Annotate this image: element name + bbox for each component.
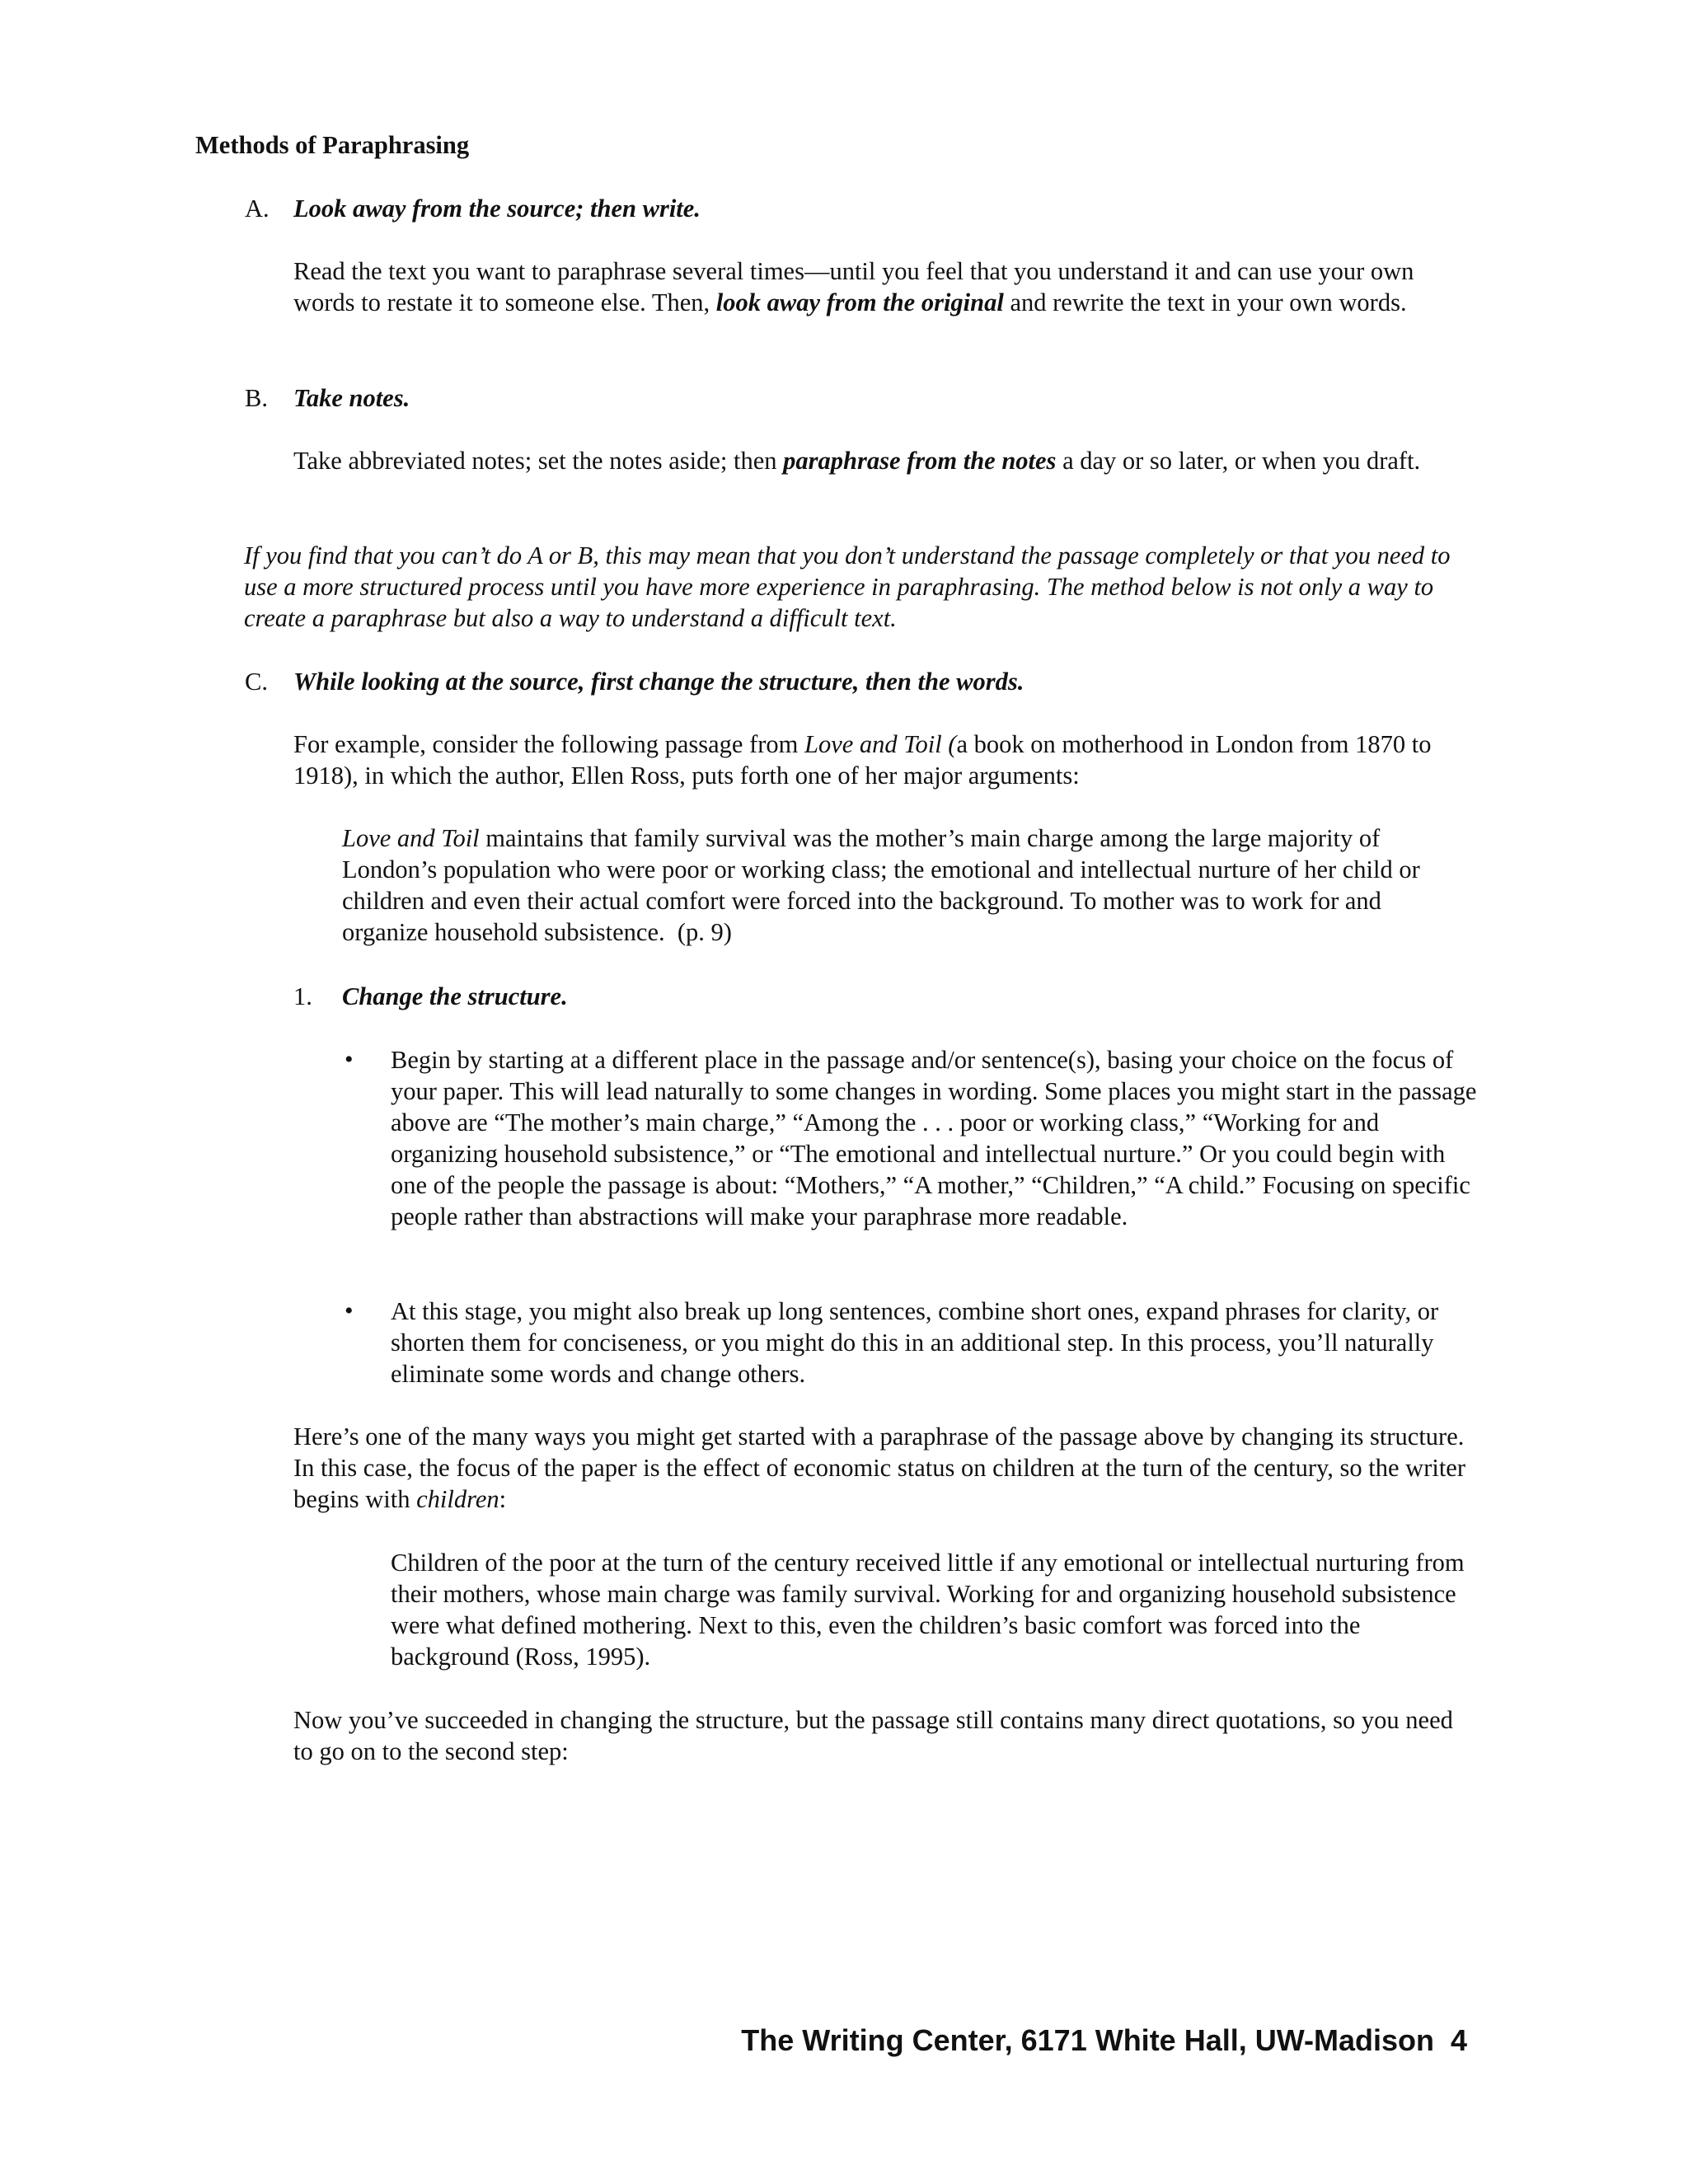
section-a-body-emphasis: look away from the original — [715, 288, 1004, 316]
page-title: Methods of Paraphrasing — [195, 131, 470, 159]
section-c-label: C. — [245, 668, 268, 696]
bullet-icon: • — [345, 1297, 354, 1324]
bullet-icon: • — [345, 1046, 354, 1073]
page-footer: The Writing Center, 6171 White Hall, UW-Madison 4 — [741, 2023, 1467, 2057]
closing-paragraph: Now you’ve succeeded in changing the structure, but the passage still contains many direct quotations, so you need to go on to the second step: — [293, 1706, 1453, 1765]
section-a-body-text-1: Read the text you want to paraphrase several times—until you feel that you understand it and can use your own words to restate it to someone else. Then, — [293, 257, 1414, 316]
bullet-item-1: Begin by starting at a different place in the passage and/or sentence(s), basing your choice on the focus of your paper. This will lead naturally to some changes in wording. Some places you might start in the passage above are “The mother’s main charge,” “Among the . . . poor or working class,” “Working for and organizing household subsistence,” or “The emotional and intellectual nurture.” Or you could begin with one of the people the passage is about: “Mothers,” “A mother,” “Children,” “A child.” Focusing on specific people rather than abstractions will make your paraphrase more readable. — [391, 1046, 1477, 1230]
example-quote: Children of the poor at the turn of the century received little if any emotional or intellectual nurturing from their mothers, whose main charge was family survival. Working for and organizing household subsistence were what defined mothering. Next to this, even the children’s basic comfort was forced into the background (Ross, 1995). — [391, 1549, 1465, 1671]
section-c-heading: While looking at the source, first change the structure, then the words. — [293, 668, 1025, 696]
block-quote-text: maintains that family survival was the mother’s main charge among the large majority of London’s population who were poor or working class; the emotional and intellectual nurture of her child or children and even their actual comfort were forced into the background. To mother was to work for and organize household subsistence. (p. 9) — [342, 824, 1420, 946]
bullet-item-2: At this stage, you might also break up long sentences, combine short ones, expand phrases for clarity, or shorten them for conciseness, or you might do this in an additional step. In this process, you’ll naturally eliminate some words and change others. — [391, 1297, 1439, 1388]
block-quote — [342, 823, 1471, 948]
step-1-label: 1. — [293, 982, 312, 1010]
section-a-heading: Look away from the source; then write. — [293, 194, 701, 223]
section-b-label: B. — [245, 384, 268, 412]
section-b-heading: Take notes. — [293, 384, 410, 412]
example-intro-text-2: : — [499, 1485, 507, 1513]
section-b-body — [293, 445, 1472, 476]
block-quote-title: Love and Toil — [342, 824, 480, 852]
example-intro-text-1: Here’s one of the many ways you might get started with a paraphrase of the passage above by changing its structure. In this case, the focus of the paper is the effect of economic status on children at the turn of the century, so the writer begins with — [293, 1422, 1466, 1513]
step-1-heading: Change the structure. — [342, 982, 568, 1010]
section-c-book-title: Love and Toil ( — [804, 730, 957, 758]
section-b-body-emphasis: paraphrase from the notes — [783, 447, 1057, 475]
section-a-label: A. — [245, 194, 270, 223]
section-a-body — [293, 255, 1472, 318]
section-c-intro-text-1: For example, consider the following passage from — [293, 730, 805, 758]
section-b-body-text-1: Take abbreviated notes; set the notes aside; then — [293, 447, 784, 475]
section-b-body-text-2: a day or so later, or when you draft. — [1056, 447, 1421, 475]
italic-note: If you find that you can’t do A or B, this may mean that you don’t understand the passage completely or that you need to use a more structured process until you have more experience in paraphrasing. The method below is not only a way to create a paraphrase but also a way to understand a difficult text. — [244, 541, 1451, 632]
example-intro — [293, 1421, 1472, 1515]
section-a-body-text-2: and rewrite the text in your own words. — [1003, 288, 1407, 316]
section-c-intro-text-2: a book on motherhood in London from 1870 to 1918), in which the author, Ellen Ross, puts forth one of her major arguments: — [293, 730, 1432, 790]
section-c-intro — [293, 729, 1472, 791]
example-intro-emphasis: children — [416, 1485, 499, 1513]
